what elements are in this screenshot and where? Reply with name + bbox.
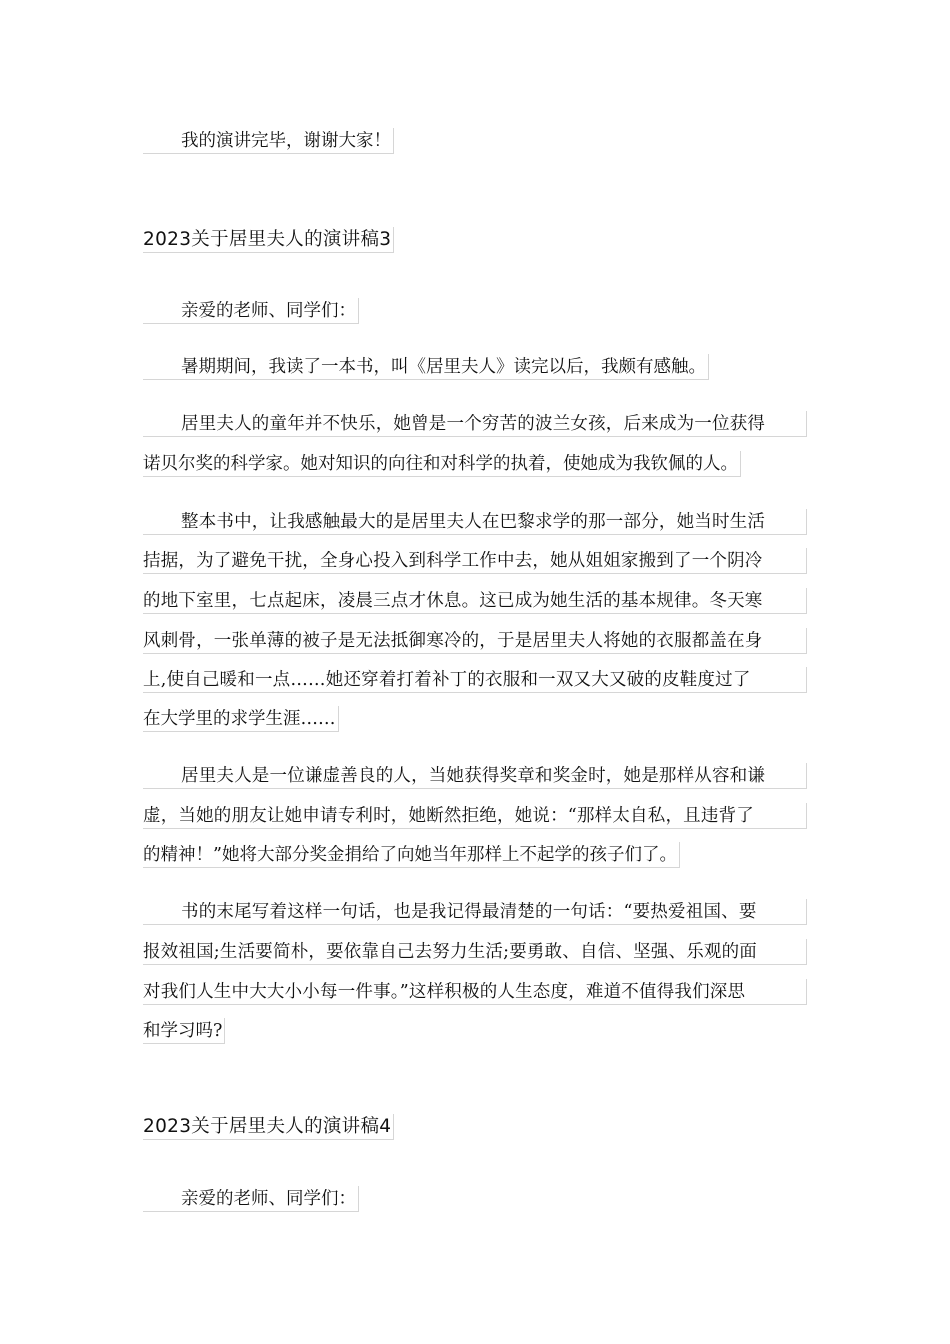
paragraph-line: 居里夫人的童年并不快乐，她曾是一个穷苦的波兰女孩，后来成为一位获得 [143,411,807,437]
paragraph-line: 居里夫人是一位谦虚善良的人，当她获得奖章和奖金时，她是那样从容和谦 [143,763,807,789]
closing-line: 我的演讲完毕，谢谢大家！ [143,128,394,154]
salutation: 亲爱的老师、同学们： [143,1186,359,1212]
paragraph-line: 整本书中，让我感触最大的是居里夫人在巴黎求学的那一部分，她当时生活 [143,509,807,535]
paragraph-line: 风刺骨，一张单薄的被子是无法抵御寒冷的，于是居里夫人将她的衣服都盖在身 [143,628,807,654]
paragraph-line: 对我们人生中大大小小每一件事。”这样积极的人生态度，难道不值得我们深思 [143,979,807,1005]
paragraph-line: 上,使自己暖和一点……她还穿着打着补丁的衣服和一双又大又破的皮鞋度过了 [143,667,807,693]
paragraph-line: 虚，当她的朋友让她申请专利时，她断然拒绝，她说：“那样太自私，且违背了 [143,803,807,829]
paragraph-line: 的地下室里，七点起床，凌晨三点才休息。这已成为她生活的基本规律。冬天寒 [143,588,807,614]
paragraph-line: 和学习吗? [143,1018,225,1044]
paragraph-line: 报效祖国;生活要简朴，要依靠自己去努力生活;要勇敢、自信、坚强、乐观的面 [143,939,807,965]
salutation: 亲爱的老师、同学们： [143,298,359,324]
paragraph-line: 诺贝尔奖的科学家。她对知识的向往和对科学的执着，使她成为我钦佩的人。 [143,451,741,477]
paragraph-line: 书的末尾写着这样一句话，也是我记得最清楚的一句话：“要热爱祖国、要 [143,899,807,925]
paragraph-line: 的精神！”她将大部分奖金捐给了向她当年那样上不起学的孩子们了。 [143,842,680,868]
paragraph-line: 拮据，为了避免干扰，全身心投入到科学工作中去，她从姐姐家搬到了一个阴冷 [143,548,807,574]
paragraph-line: 在大学里的求学生涯…… [143,706,339,732]
section-heading-4: 2023关于居里夫人的演讲稿4 [143,1114,394,1140]
section-heading-3: 2023关于居里夫人的演讲稿3 [143,227,394,253]
paragraph-line: 暑期期间，我读了一本书，叫《居里夫人》读完以后，我颇有感触。 [143,354,709,380]
